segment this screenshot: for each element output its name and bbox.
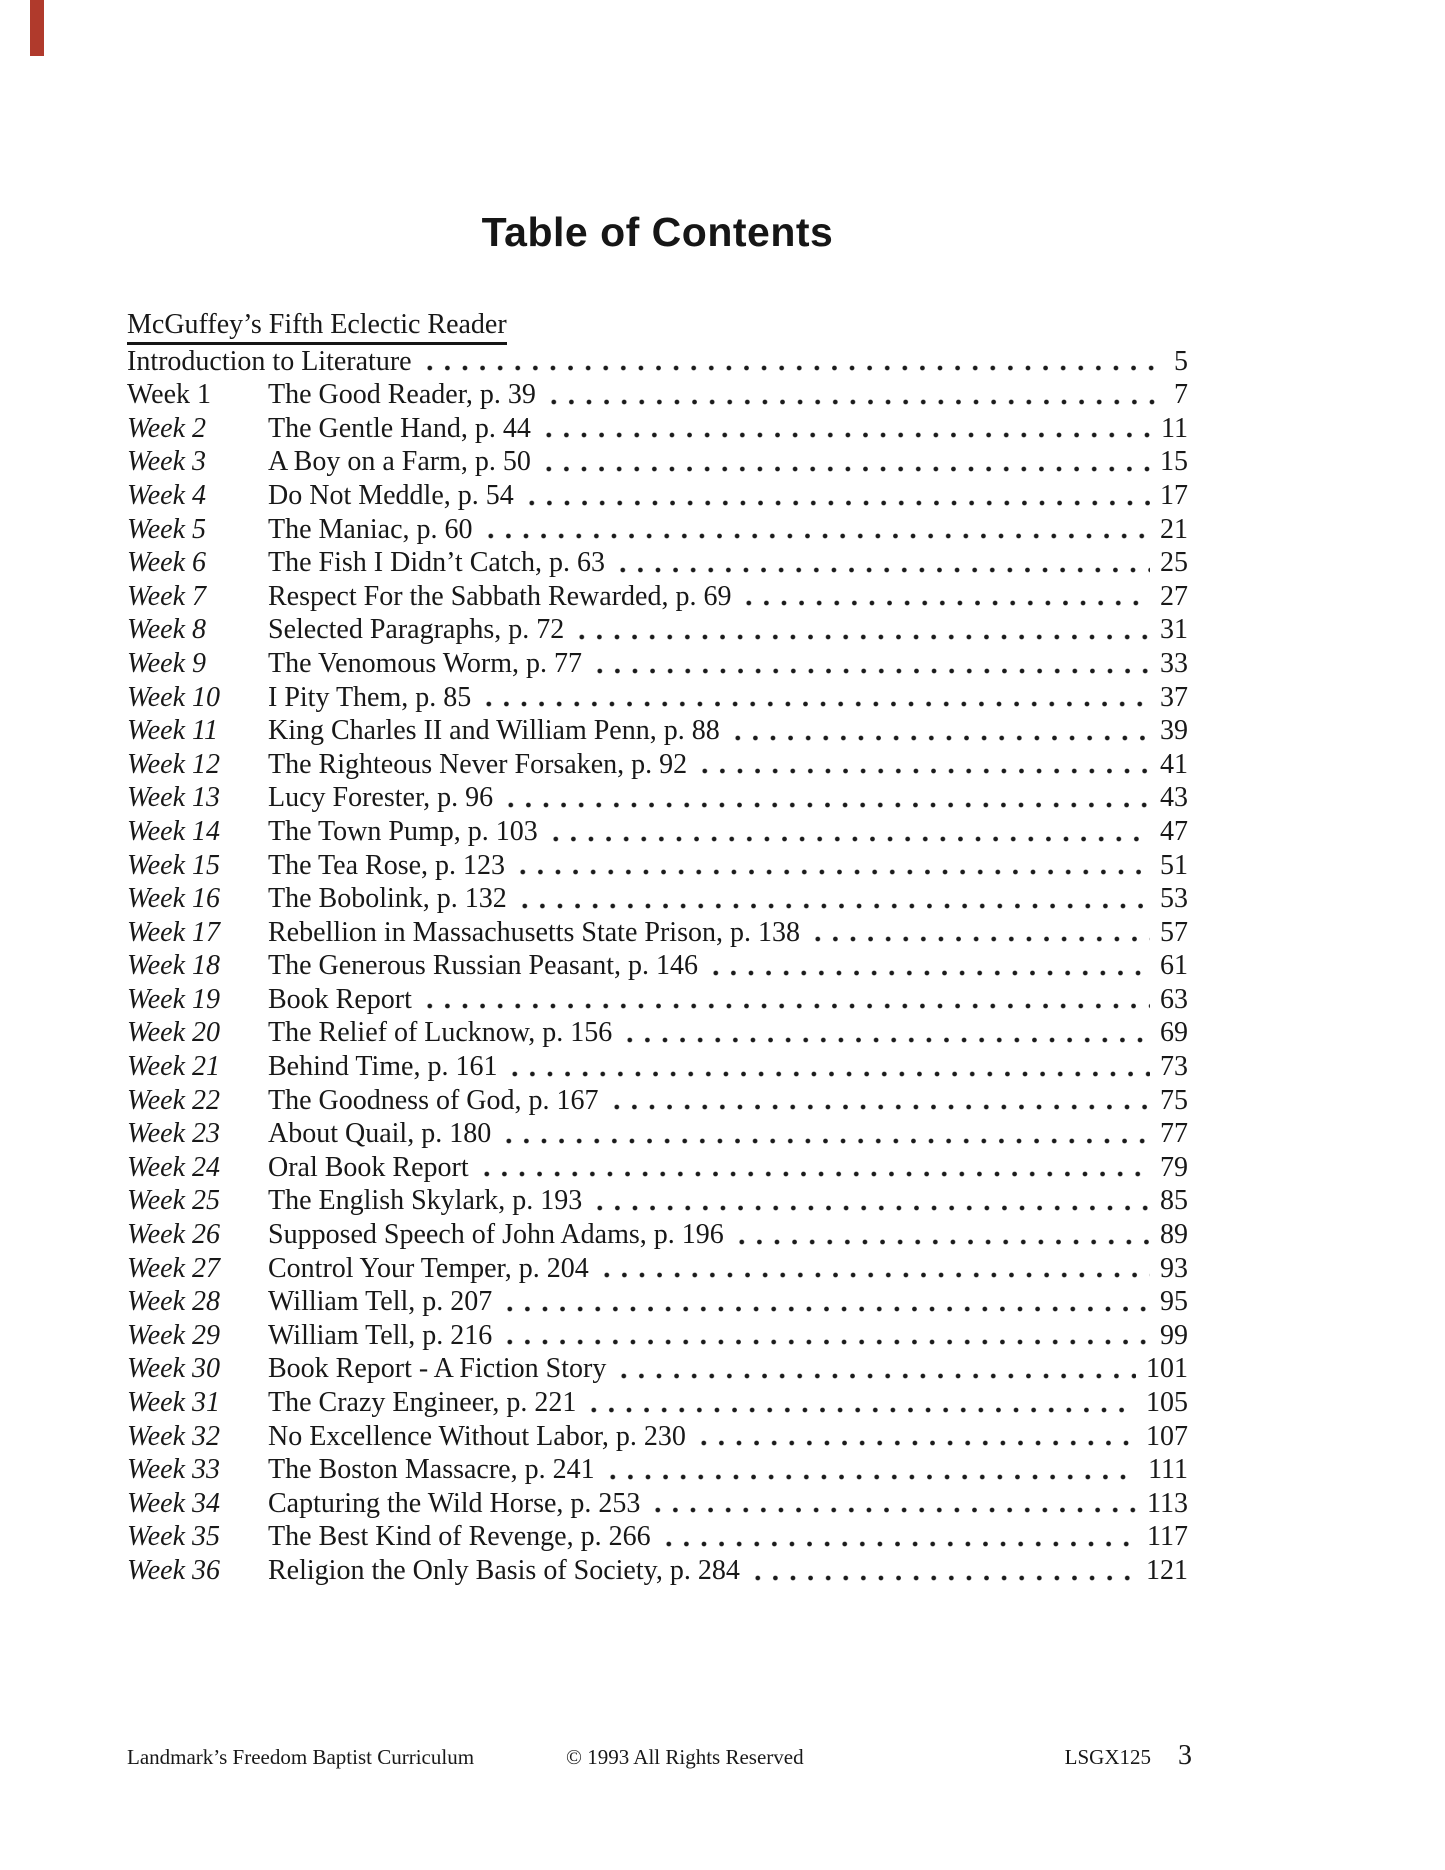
toc-row bbox=[127, 580, 1188, 614]
toc-page-number: 47 bbox=[1160, 815, 1188, 847]
toc-week-label: Week 29 bbox=[127, 1319, 221, 1351]
dot-leader bbox=[478, 1151, 1150, 1185]
toc-page-number: 77 bbox=[1160, 1118, 1188, 1150]
toc-page-number: 79 bbox=[1160, 1151, 1188, 1183]
dot-leader bbox=[608, 1084, 1150, 1118]
dot-leader bbox=[733, 1218, 1150, 1252]
toc-row bbox=[127, 1487, 1188, 1521]
toc-row bbox=[127, 479, 1188, 513]
toc-row bbox=[127, 1352, 1188, 1386]
dot-leader bbox=[649, 1487, 1137, 1521]
toc-week-label: Week 13 bbox=[127, 782, 221, 814]
toc-week-label: Week 21 bbox=[127, 1051, 221, 1083]
toc-page-number: 107 bbox=[1146, 1420, 1188, 1452]
toc-row bbox=[127, 681, 1188, 715]
toc-week-label: Week 33 bbox=[127, 1454, 221, 1486]
toc-row bbox=[127, 546, 1188, 580]
toc-entry-title: The Crazy Engineer, p. 221 bbox=[268, 1387, 577, 1418]
toc-page-number: 15 bbox=[1160, 446, 1188, 478]
toc-entry-title: The Generous Russian Peasant, p. 146 bbox=[268, 950, 699, 982]
footer-right-group bbox=[1065, 1740, 1192, 1772]
toc-page-number: 73 bbox=[1160, 1051, 1188, 1083]
toc-entry-title: The Boston Massacre, p. 241 bbox=[268, 1454, 595, 1486]
toc-entry-title: The Venomous Worm, p. 77 bbox=[268, 647, 583, 679]
toc-page-number: 85 bbox=[1160, 1185, 1188, 1217]
toc-entry-title: The English Skylark, p. 193 bbox=[268, 1185, 583, 1217]
toc-page-number: 95 bbox=[1160, 1286, 1188, 1318]
toc-week-label: Week 16 bbox=[127, 883, 221, 915]
toc-entry-title: The Bobolink, p. 132 bbox=[268, 883, 507, 915]
dot-leader bbox=[514, 849, 1150, 883]
toc-page-number: 17 bbox=[1160, 479, 1188, 511]
toc-page-number: 33 bbox=[1160, 647, 1188, 679]
toc-entry-title: Behind Time, p. 161 bbox=[268, 1051, 498, 1083]
toc-row bbox=[127, 983, 1188, 1017]
toc-entry-title: The Tea Rose, p. 123 bbox=[268, 849, 506, 881]
dot-leader bbox=[545, 378, 1164, 412]
page-title: Table of Contents bbox=[481, 209, 834, 256]
toc-week-label: Week 14 bbox=[127, 815, 221, 847]
toc-page-number: 69 bbox=[1160, 1017, 1188, 1049]
toc-entry-title: Control Your Temper, p. 204 bbox=[268, 1252, 589, 1284]
toc-week-label: Week 4 bbox=[127, 479, 207, 511]
toc-page-number: 39 bbox=[1160, 715, 1188, 747]
toc-page-number: 7 bbox=[1174, 379, 1188, 411]
toc-page-number: 53 bbox=[1160, 883, 1188, 915]
toc-row bbox=[127, 647, 1188, 681]
toc-entry-title: Supposed Speech of John Adams, p. 196 bbox=[268, 1219, 724, 1251]
footer-publisher: Landmark’s Freedom Baptist Curriculum bbox=[127, 1745, 475, 1769]
toc-row bbox=[127, 714, 1188, 748]
toc-page-number: 121 bbox=[1146, 1554, 1188, 1586]
toc-entry-title: Rebellion in Massachusetts State Prison, p. 138 bbox=[268, 916, 800, 948]
toc-row bbox=[127, 1151, 1188, 1185]
toc-page-number: 75 bbox=[1160, 1084, 1188, 1116]
toc-week-label: Week 30 bbox=[127, 1353, 221, 1385]
toc-entry-title: Book Report bbox=[268, 983, 412, 1015]
toc-week-label: Week 6 bbox=[127, 547, 207, 579]
toc-entry-title: Selected Paragraphs, p. 72 bbox=[268, 614, 565, 646]
dot-leader bbox=[598, 1252, 1150, 1286]
dot-leader bbox=[707, 949, 1150, 983]
toc-entry-title: The Gentle Hand, p. 44 bbox=[268, 412, 531, 444]
dot-leader bbox=[695, 1420, 1136, 1454]
toc-entry-title: The Good Reader, p. 39 bbox=[268, 379, 536, 411]
toc-week-label: Week 3 bbox=[127, 446, 207, 478]
toc-entry-title: Book Report - A Fiction Story bbox=[268, 1353, 607, 1385]
toc-week-label: Week 20 bbox=[127, 1017, 221, 1049]
dot-leader bbox=[740, 580, 1150, 614]
toc-week-label: Week 2 bbox=[127, 412, 207, 444]
dot-leader bbox=[516, 882, 1150, 916]
dot-leader bbox=[540, 445, 1150, 479]
toc-row bbox=[127, 1252, 1188, 1286]
toc-page-number: 27 bbox=[1160, 580, 1188, 612]
table-of-contents bbox=[127, 308, 1188, 1588]
dot-leader bbox=[591, 647, 1150, 681]
toc-page-number: 37 bbox=[1160, 681, 1188, 713]
toc-page-number: 89 bbox=[1160, 1219, 1188, 1251]
toc-week-label: Week 31 bbox=[127, 1387, 221, 1418]
toc-entry-title: William Tell, p. 207 bbox=[268, 1286, 493, 1318]
toc-entry-title: About Quail, p. 180 bbox=[268, 1118, 492, 1150]
footer-catalog-code: LSGX125 bbox=[1064, 1745, 1151, 1769]
toc-entry-title: The Maniac, p. 60 bbox=[268, 513, 473, 545]
toc-entry-title: William Tell, p. 216 bbox=[268, 1319, 493, 1351]
toc-row bbox=[127, 513, 1188, 547]
dot-leader bbox=[421, 983, 1150, 1017]
toc-row bbox=[127, 1386, 1188, 1420]
dot-leader bbox=[506, 1050, 1150, 1084]
toc-week-label: Week 11 bbox=[127, 715, 218, 747]
toc-row bbox=[127, 1016, 1188, 1050]
toc-week-label: Week 12 bbox=[127, 748, 221, 780]
toc-section-heading: McGuffey’s Fifth Eclectic Reader bbox=[127, 308, 507, 345]
toc-week-label: Week 10 bbox=[127, 681, 221, 713]
toc-row bbox=[127, 748, 1188, 782]
dot-leader bbox=[480, 681, 1150, 715]
toc-entry-title: The Righteous Never Forsaken, p. 92 bbox=[268, 748, 688, 780]
toc-entries bbox=[127, 345, 1188, 1588]
toc-week-label: Week 28 bbox=[127, 1286, 221, 1318]
dot-leader bbox=[421, 345, 1164, 379]
toc-page-number: 41 bbox=[1160, 748, 1188, 780]
dot-leader bbox=[621, 1016, 1150, 1050]
toc-row bbox=[127, 345, 1188, 379]
toc-section-heading-row bbox=[127, 308, 1188, 345]
toc-entry-title: No Excellence Without Labor, p. 230 bbox=[268, 1420, 686, 1452]
toc-entry-title: I Pity Them, p. 85 bbox=[268, 681, 472, 713]
toc-entry-title: King Charles II and William Penn, p. 88 bbox=[268, 715, 720, 747]
toc-entry-title: The Fish I Didn’t Catch, p. 63 bbox=[268, 547, 606, 579]
toc-entry-title: Capturing the Wild Horse, p. 253 bbox=[268, 1487, 641, 1519]
dot-leader bbox=[500, 1117, 1150, 1151]
toc-week-label: Week 25 bbox=[127, 1185, 221, 1217]
toc-row bbox=[127, 1554, 1188, 1588]
toc-page-number: 11 bbox=[1161, 412, 1188, 444]
dot-leader bbox=[660, 1520, 1137, 1554]
toc-page-number: 43 bbox=[1160, 782, 1188, 814]
toc-row bbox=[127, 815, 1188, 849]
toc-week-label: Week 5 bbox=[127, 513, 207, 545]
toc-row bbox=[127, 1050, 1188, 1084]
toc-page-number: 113 bbox=[1147, 1487, 1188, 1519]
toc-page-number: 63 bbox=[1160, 983, 1188, 1015]
toc-week-label: Week 34 bbox=[127, 1487, 221, 1519]
dot-leader bbox=[547, 815, 1150, 849]
toc-entry-title: Oral Book Report bbox=[268, 1151, 469, 1183]
dot-leader bbox=[585, 1386, 1136, 1420]
footer-copyright: © 1993 All Rights Reserved bbox=[566, 1745, 804, 1769]
toc-week-label: Week 22 bbox=[127, 1084, 221, 1116]
toc-row bbox=[127, 1420, 1188, 1454]
toc-row bbox=[127, 1520, 1188, 1554]
toc-entry-title: Do Not Meddle, p. 54 bbox=[268, 479, 514, 511]
toc-page-number: 93 bbox=[1160, 1252, 1188, 1284]
toc-entry-title: The Relief of Lucknow, p. 156 bbox=[268, 1017, 613, 1049]
dot-leader bbox=[591, 1184, 1150, 1218]
toc-week-label: Week 35 bbox=[127, 1521, 221, 1553]
toc-page-number: 99 bbox=[1160, 1319, 1188, 1351]
dot-leader bbox=[615, 1352, 1136, 1386]
toc-entry-title: The Town Pump, p. 103 bbox=[268, 815, 538, 847]
dot-leader bbox=[749, 1554, 1136, 1588]
toc-row bbox=[127, 1218, 1188, 1252]
dot-leader bbox=[523, 479, 1150, 513]
dot-leader bbox=[540, 412, 1151, 446]
toc-page-number: 111 bbox=[1148, 1454, 1188, 1486]
toc-week-label: Week 32 bbox=[127, 1420, 221, 1452]
dot-leader bbox=[604, 1453, 1138, 1487]
toc-week-label: Week 9 bbox=[127, 647, 207, 679]
dot-leader bbox=[501, 1319, 1150, 1353]
toc-entry-title: Lucy Forester, p. 96 bbox=[268, 782, 494, 814]
dot-leader bbox=[729, 714, 1150, 748]
toc-entry-title: The Goodness of God, p. 167 bbox=[268, 1084, 599, 1116]
toc-row bbox=[127, 1084, 1188, 1118]
toc-row bbox=[127, 1453, 1188, 1487]
toc-entry-title: Introduction to Literature bbox=[127, 345, 412, 377]
dot-leader bbox=[501, 1285, 1150, 1319]
toc-week-label: Week 18 bbox=[127, 950, 221, 982]
toc-page-number: 61 bbox=[1160, 950, 1188, 982]
toc-page-number: 57 bbox=[1160, 916, 1188, 948]
toc-row bbox=[127, 378, 1188, 412]
dot-leader bbox=[614, 546, 1150, 580]
toc-row bbox=[127, 849, 1188, 883]
toc-page-number: 105 bbox=[1146, 1387, 1188, 1418]
toc-entry-title: A Boy on a Farm, p. 50 bbox=[268, 446, 531, 478]
toc-entry-title: Religion the Only Basis of Society, p. 284 bbox=[268, 1554, 740, 1586]
dot-leader bbox=[696, 748, 1150, 782]
footer-page-number: 3 bbox=[1178, 1740, 1192, 1771]
toc-page-number: 5 bbox=[1174, 345, 1188, 377]
toc-row bbox=[127, 412, 1188, 446]
toc-week-label: Week 1 bbox=[127, 379, 212, 411]
toc-page-number: 21 bbox=[1160, 513, 1188, 545]
dot-leader bbox=[573, 613, 1150, 647]
toc-row bbox=[127, 949, 1188, 983]
toc-week-label: Week 26 bbox=[127, 1219, 221, 1251]
toc-week-label: Week 36 bbox=[127, 1554, 221, 1586]
toc-row bbox=[127, 916, 1188, 950]
toc-entry-title: The Best Kind of Revenge, p. 266 bbox=[268, 1521, 651, 1553]
toc-row bbox=[127, 1184, 1188, 1218]
scan-red-mark bbox=[30, 0, 44, 56]
toc-row bbox=[127, 781, 1188, 815]
toc-page-number: 117 bbox=[1147, 1521, 1188, 1553]
toc-week-label: Week 23 bbox=[127, 1118, 221, 1150]
toc-week-label: Week 15 bbox=[127, 849, 221, 881]
toc-week-label: Week 27 bbox=[127, 1252, 221, 1284]
toc-entry-title: Respect For the Sabbath Rewarded, p. 69 bbox=[268, 580, 732, 612]
dot-leader bbox=[809, 916, 1150, 950]
toc-week-label: Week 7 bbox=[127, 580, 207, 612]
toc-week-label: Week 17 bbox=[127, 916, 221, 948]
toc-week-label: Week 24 bbox=[127, 1151, 221, 1183]
dot-leader bbox=[482, 513, 1151, 547]
toc-week-label: Week 19 bbox=[127, 983, 221, 1015]
toc-week-label: Week 8 bbox=[127, 614, 207, 646]
toc-page-number: 25 bbox=[1160, 547, 1188, 579]
toc-row bbox=[127, 1285, 1188, 1319]
toc-page-number: 101 bbox=[1146, 1353, 1188, 1385]
toc-page-number: 51 bbox=[1160, 849, 1188, 881]
toc-page-number: 31 bbox=[1160, 614, 1188, 646]
toc-row bbox=[127, 613, 1188, 647]
toc-row bbox=[127, 1117, 1188, 1151]
toc-row bbox=[127, 882, 1188, 916]
dot-leader bbox=[502, 781, 1150, 815]
toc-row bbox=[127, 445, 1188, 479]
toc-row bbox=[127, 1319, 1188, 1353]
